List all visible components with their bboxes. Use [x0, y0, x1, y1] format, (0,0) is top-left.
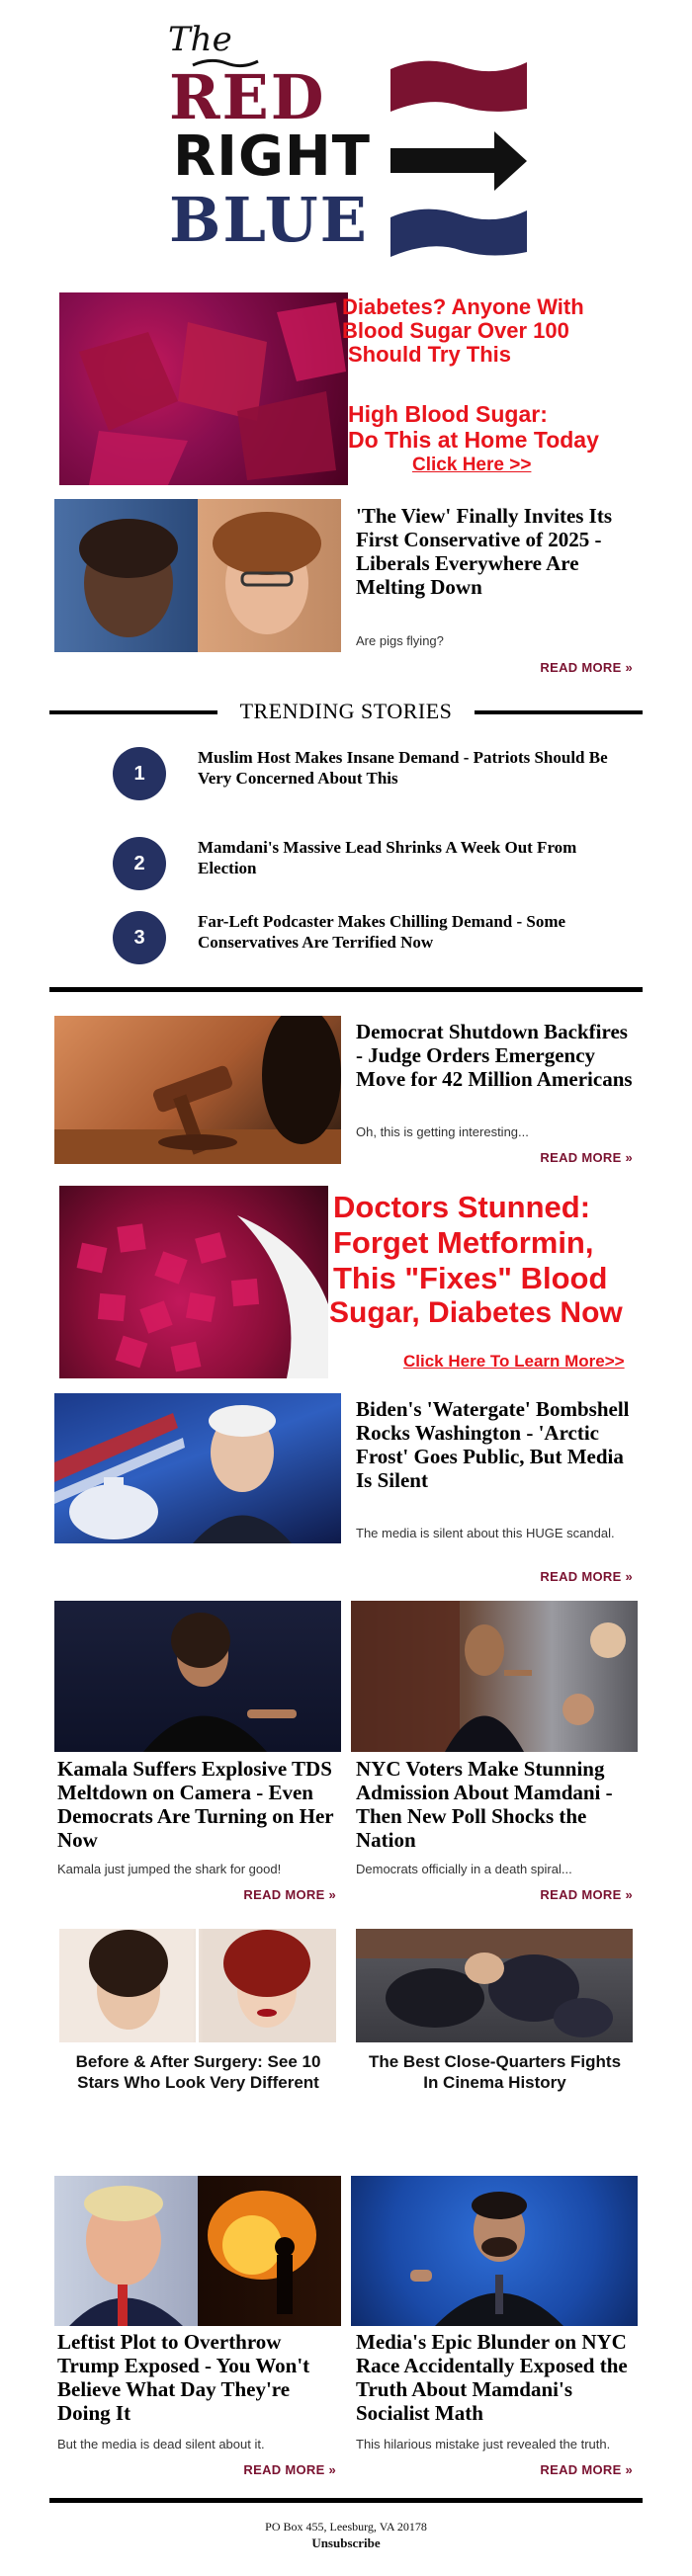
story6-image[interactable]: [54, 2176, 341, 2326]
story4-headline[interactable]: Kamala Suffers Explosive TDS Meltdown on Camera - Even Democrats Are Turning on Her Now: [57, 1757, 334, 1852]
ad1-line5: Do This at Home Today: [348, 427, 599, 453]
logo-blue: BLUE: [169, 184, 369, 256]
promo1-caption[interactable]: Before & After Surgery: See 10 Stars Who Look Very Different: [75, 2052, 321, 2092]
ad1-line3: Should Try This: [348, 342, 512, 367]
logo-the: The: [168, 20, 232, 59]
trending-item-3[interactable]: Far-Left Podcaster Makes Chilling Demand - Some Conservatives Are Terrified Now: [198, 912, 566, 952]
story3-headline[interactable]: Biden's 'Watergate' Bombshell Rocks Washington - 'Arctic Frost' Goes Public, But Media Is Silent: [356, 1397, 630, 1492]
story7-headline[interactable]: Media's Epic Blunder on NYC Race Accidentally Exposed the Truth About Mamdani's Socialist Math: [356, 2330, 628, 2425]
logo-right: RIGHT: [173, 125, 371, 189]
ad-banner-metformin[interactable]: [59, 1186, 633, 1378]
story5-teaser: Democrats officially in a death spiral...: [356, 1862, 572, 1876]
story5-image[interactable]: [351, 1601, 638, 1752]
story3-teaser: The media is silent about this HUGE scandal.: [356, 1526, 615, 1540]
ad2-line3: This "Fixes" Blood: [333, 1261, 608, 1295]
story6-headline[interactable]: Leftist Plot to Overthrow Trump Exposed - You Won't Believe What Day They're Doing It: [57, 2330, 310, 2425]
unsubscribe-link[interactable]: Unsubscribe: [311, 2535, 381, 2550]
story5-headline[interactable]: NYC Voters Make Stunning Admission About Mamdani - Then New Poll Shocks the Nation: [356, 1757, 613, 1852]
logo-red: RED: [169, 61, 326, 133]
trending-number-3: 3: [113, 911, 166, 964]
ad1-cta-link[interactable]: Click Here >>: [412, 455, 532, 475]
story7-teaser: This hilarious mistake just revealed the truth.: [356, 2437, 611, 2451]
story6-read-more-link[interactable]: READ MORE »: [243, 2462, 336, 2477]
ad1-line1: Diabetes? Anyone With: [342, 294, 584, 319]
trending-rule-left: [49, 710, 217, 714]
story3-image[interactable]: [54, 1393, 341, 1543]
logo-flag-arrow-icon: [390, 54, 529, 257]
promo2-caption[interactable]: The Best Close-Quarters Fights In Cinema History: [368, 2052, 622, 2092]
ad-banner-beets[interactable]: [59, 292, 633, 485]
story7-read-more-link[interactable]: READ MORE »: [540, 2462, 633, 2477]
trending-title: TRENDING STORIES: [239, 699, 453, 723]
story2-read-more-link[interactable]: READ MORE »: [540, 1150, 633, 1165]
ad2-line2: Forget Metformin,: [333, 1225, 594, 1260]
footer-address: PO Box 455, Leesburg, VA 20178: [265, 2520, 427, 2534]
trending-number-2: 2: [113, 837, 166, 890]
ad1-line2: Blood Sugar Over 100: [342, 318, 569, 343]
promo2-image[interactable]: [356, 1929, 633, 2042]
trending-item-1[interactable]: Muslim Host Makes Insane Demand - Patriots Should Be Very Concerned About This: [198, 748, 608, 788]
trending-item-2[interactable]: Mamdani's Massive Lead Shrinks A Week Out From Election: [198, 838, 577, 877]
story4-read-more-link[interactable]: READ MORE »: [243, 1887, 336, 1902]
ad1-line4: High Blood Sugar:: [348, 401, 548, 427]
story4-teaser: Kamala just jumped the shark for good!: [57, 1862, 282, 1876]
beets-image: [59, 292, 348, 485]
story2-image[interactable]: [54, 1016, 341, 1164]
promo1-image[interactable]: [59, 1929, 336, 2042]
brand-logo[interactable]: [163, 20, 529, 267]
footer-divider: [49, 2498, 643, 2503]
ad2-cta-link[interactable]: Click Here To Learn More>>: [403, 1352, 625, 1371]
story2-headline[interactable]: Democrat Shutdown Backfires - Judge Orders Emergency Move for 42 Million Americans: [356, 1020, 633, 1091]
story5-read-more-link[interactable]: READ MORE »: [540, 1887, 633, 1902]
story4-image[interactable]: [54, 1601, 341, 1752]
section-divider-1: [49, 987, 643, 992]
story1-headline[interactable]: 'The View' Finally Invites Its First Conservative of 2025 - Liberals Everywhere Are Melting Down: [356, 504, 613, 599]
story7-image[interactable]: [351, 2176, 638, 2326]
story6-teaser: But the media is dead silent about it.: [57, 2437, 265, 2451]
trending-rule-right: [475, 710, 643, 714]
beet-cubes-image: [59, 1186, 328, 1378]
story1-read-more-link[interactable]: READ MORE »: [540, 660, 633, 675]
trending-number-1: 1: [113, 747, 166, 800]
story2-teaser: Oh, this is getting interesting...: [356, 1124, 529, 1139]
story1-teaser: Are pigs flying?: [356, 633, 444, 648]
story1-image[interactable]: [54, 499, 341, 652]
ad2-line1: Doctors Stunned:: [333, 1190, 591, 1224]
ad2-line4: Sugar, Diabetes Now: [329, 1296, 623, 1329]
story3-read-more-link[interactable]: READ MORE »: [540, 1569, 633, 1584]
